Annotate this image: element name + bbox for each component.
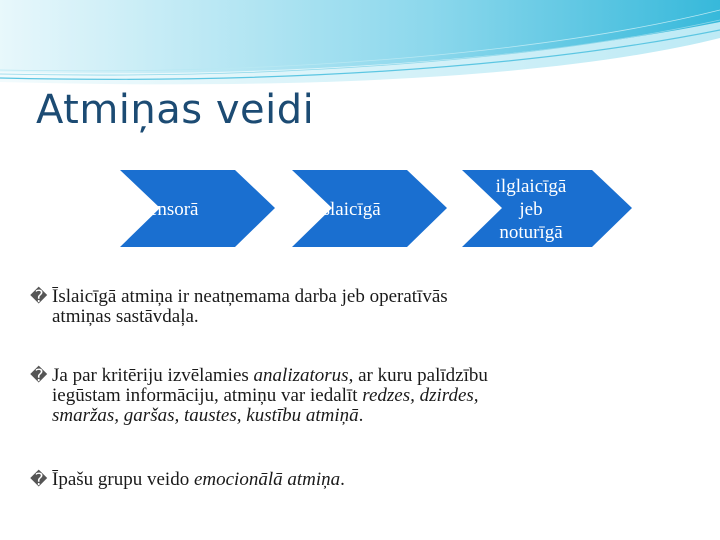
bullet-2-text: iegūstam informāciju, atmiņu var iedalīt — [52, 385, 363, 406]
bullet-item — [30, 469, 692, 490]
bullet-marker-icon: � — [30, 470, 48, 490]
bullet-3-emphasis: emocionālā atmiņa — [193, 469, 341, 490]
bullet-2-emphasis: smaržas, garšas, taustes, kustību atmiņā — [52, 405, 359, 426]
bullet-1-line-1: Īslaicīgā atmiņa ir neatņemama darba jeb operatīvās — [52, 286, 448, 307]
bullet-item — [30, 286, 692, 327]
bullet-marker-icon: � — [30, 287, 48, 307]
chevron-step-2 — [292, 170, 447, 247]
bullet-2-text: , ar kuru palīdzību — [348, 365, 488, 386]
bullet-2-text: . — [358, 405, 364, 426]
bullet-1-line-2: atmiņas sastāvdaļa. — [52, 306, 199, 327]
bullet-3-text: . — [340, 469, 345, 490]
svg-text:sensorā — [142, 199, 200, 220]
bullet-2-emphasis: analizatorus — [253, 365, 349, 386]
chevron-step-1 — [120, 170, 275, 247]
svg-text:īslaicīgā — [316, 199, 381, 220]
bullet-2-text: Ja par kritēriju izvēlamies — [52, 365, 254, 386]
bullet-2-line-1 — [52, 366, 692, 386]
bullet-3-text: Īpašu grupu veido — [52, 469, 194, 490]
bullet-3-line-1 — [52, 470, 692, 490]
chevron-step-3-line-3: noturīgā — [499, 222, 563, 243]
bullet-2-line-2 — [52, 386, 692, 406]
bullet-2-emphasis: redzes, dzirdes, — [362, 385, 479, 406]
bullet-marker-icon: � — [30, 366, 48, 386]
chevron-step-3 — [462, 170, 632, 247]
chevron-step-2-label: īslaicīgā — [317, 199, 381, 220]
svg-text:jeb — [518, 199, 542, 220]
bullet-item — [30, 365, 692, 426]
svg-text:noturīgā — [499, 222, 563, 243]
chevron-step-3-line-1: ilglaicīgā — [495, 176, 567, 197]
svg-text:ilglaicīgā — [496, 176, 567, 197]
page-title: Atmiņas veidi — [36, 87, 315, 133]
bullet-2-line-3 — [52, 406, 692, 426]
chevron-step-1-label: sensorā — [141, 199, 199, 220]
chevron-step-3-line-2: jeb — [519, 199, 543, 220]
